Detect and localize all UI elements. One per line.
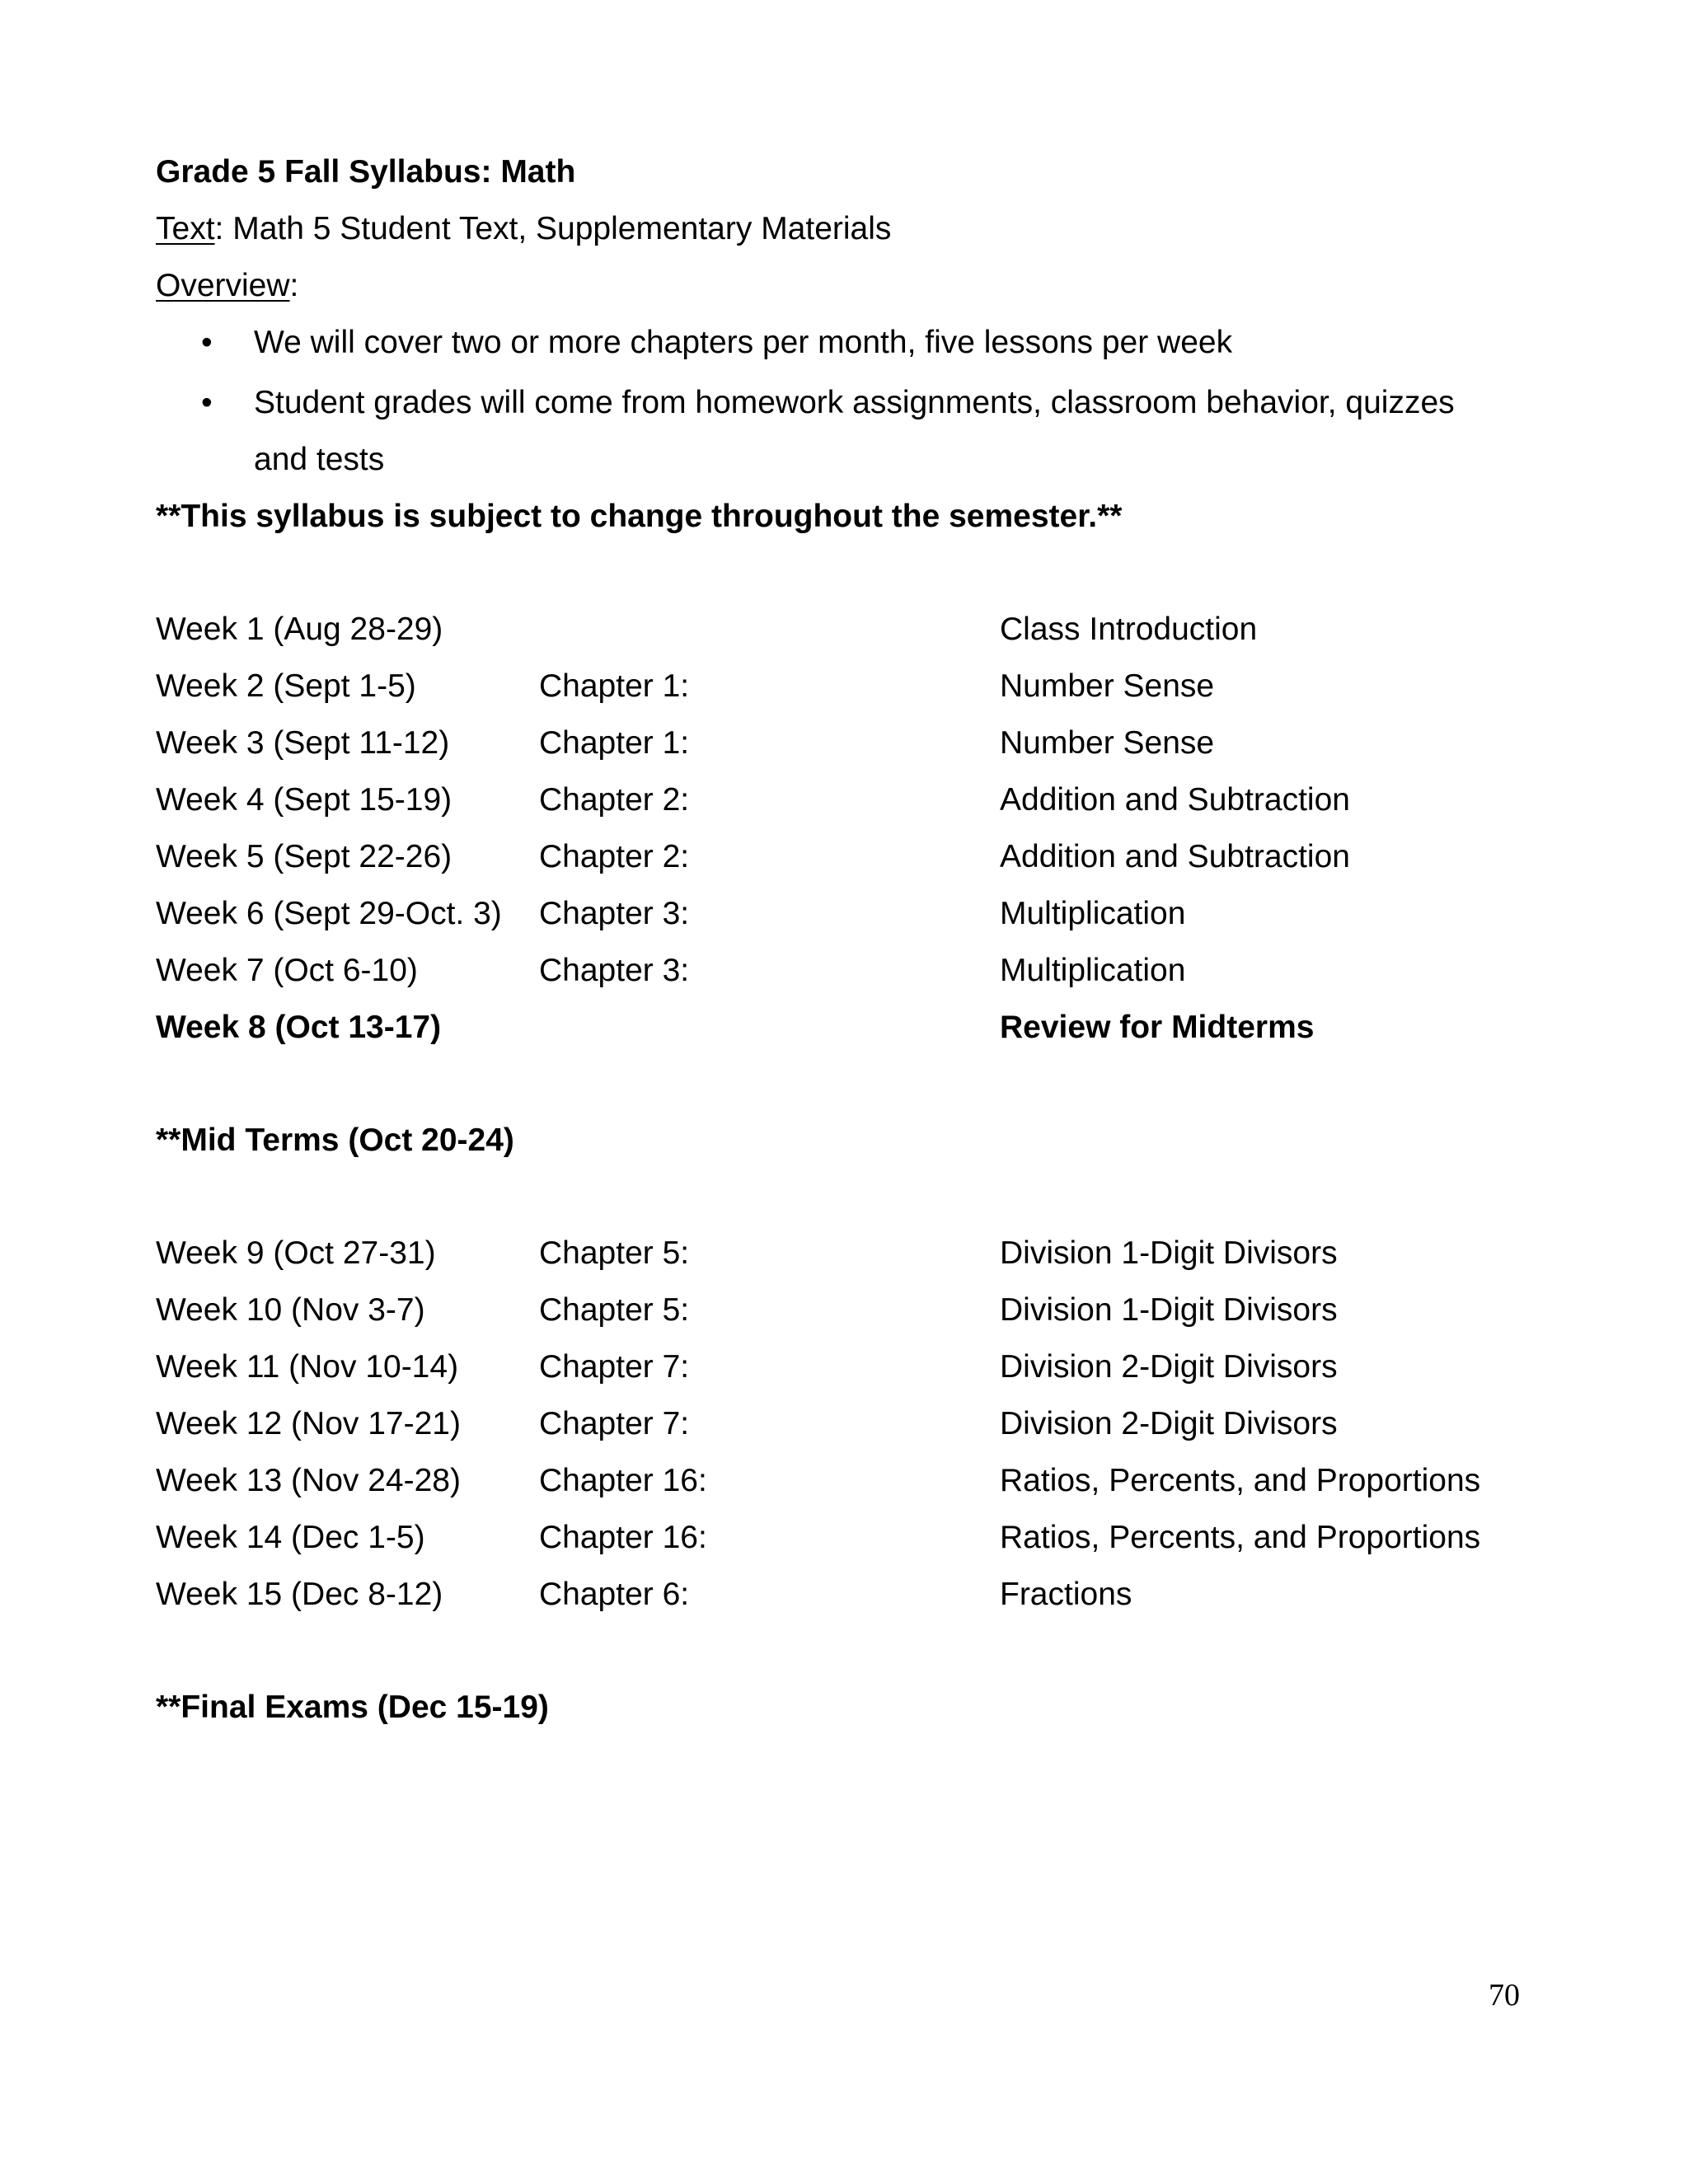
topic-cell: Fractions bbox=[1000, 1577, 1132, 1612]
chapter-cell: Chapter 16: bbox=[539, 1463, 707, 1498]
chapter-cell: Chapter 1: bbox=[539, 725, 690, 761]
week-cell: Week 6 (Sept 29-Oct. 3) bbox=[156, 896, 502, 931]
week-cell: Week 7 (Oct 6-10) bbox=[156, 953, 418, 988]
schedule-row bbox=[0, 1405, 1688, 1443]
schedule-row-review bbox=[0, 1009, 1688, 1047]
bullet-icon: • bbox=[201, 385, 213, 420]
topic-cell: Division 2-Digit Divisors bbox=[1000, 1349, 1338, 1385]
schedule-row bbox=[0, 1462, 1688, 1500]
week-cell: Week 1 (Aug 28-29) bbox=[156, 612, 443, 647]
schedule-row bbox=[0, 781, 1688, 819]
topic-cell: Addition and Subtraction bbox=[1000, 782, 1350, 818]
overview-colon: : bbox=[289, 268, 299, 303]
overview-item-continued: and tests bbox=[254, 442, 385, 477]
overview-item: We will cover two or more chapters per month, five lessons per week bbox=[254, 325, 1233, 360]
topic-cell: Class Introduction bbox=[1000, 612, 1258, 647]
chapter-cell: Chapter 3: bbox=[539, 953, 690, 988]
week-cell: Week 11 (Nov 10-14) bbox=[156, 1349, 459, 1385]
chapter-cell: Chapter 1: bbox=[539, 668, 690, 704]
chapter-cell: Chapter 7: bbox=[539, 1349, 690, 1385]
midterms-heading: **Mid Terms (Oct 20-24) bbox=[156, 1122, 514, 1158]
page-title: Grade 5 Fall Syllabus: Math bbox=[156, 154, 576, 190]
topic-cell: Division 2-Digit Divisors bbox=[1000, 1406, 1338, 1441]
chapter-cell: Chapter 5: bbox=[539, 1292, 690, 1328]
week-cell: Week 4 (Sept 15-19) bbox=[156, 782, 452, 818]
topic-cell: Division 1-Digit Divisors bbox=[1000, 1292, 1338, 1328]
overview-label: Overview bbox=[156, 268, 290, 303]
overview-heading bbox=[156, 267, 298, 305]
chapter-cell: Chapter 5: bbox=[539, 1235, 690, 1271]
topic-cell: Addition and Subtraction bbox=[1000, 839, 1350, 874]
week-cell: Week 10 (Nov 3-7) bbox=[156, 1292, 425, 1328]
schedule-row bbox=[0, 1348, 1688, 1386]
week-cell: Week 5 (Sept 22-26) bbox=[156, 839, 452, 874]
week-cell: Week 3 (Sept 11-12) bbox=[156, 725, 450, 761]
chapter-cell: Chapter 2: bbox=[539, 839, 690, 874]
schedule-row bbox=[0, 1519, 1688, 1557]
topic-cell: Number Sense bbox=[1000, 725, 1215, 761]
chapter-cell: Chapter 2: bbox=[539, 782, 690, 818]
schedule-row bbox=[0, 611, 1688, 649]
overview-item: Student grades will come from homework assignments, classroom behavior, quizzes bbox=[254, 385, 1455, 420]
week-cell: Week 15 (Dec 8-12) bbox=[156, 1577, 443, 1612]
schedule-row bbox=[0, 838, 1688, 876]
chapter-cell: Chapter 3: bbox=[539, 896, 690, 931]
schedule-row bbox=[0, 668, 1688, 705]
schedule-row bbox=[0, 952, 1688, 990]
week-cell: Week 13 (Nov 24-28) bbox=[156, 1463, 461, 1498]
page-number: 70 bbox=[1489, 1978, 1520, 2013]
schedule-row bbox=[0, 1291, 1688, 1329]
topic-cell: Ratios, Percents, and Proportions bbox=[1000, 1520, 1481, 1555]
week-cell: Week 9 (Oct 27-31) bbox=[156, 1235, 436, 1271]
text-value: : Math 5 Student Text, Supplementary Materials bbox=[214, 211, 892, 246]
text-line bbox=[156, 210, 891, 248]
text-label: Text bbox=[156, 211, 215, 246]
bullet-icon: • bbox=[201, 325, 213, 360]
chapter-cell: Chapter 16: bbox=[539, 1520, 707, 1555]
finals-heading: **Final Exams (Dec 15-19) bbox=[156, 1690, 549, 1725]
schedule-row bbox=[0, 724, 1688, 762]
topic-cell: Multiplication bbox=[1000, 953, 1186, 988]
topic-cell: Number Sense bbox=[1000, 668, 1215, 704]
week-cell: Week 12 (Nov 17-21) bbox=[156, 1406, 461, 1441]
schedule-row bbox=[0, 1235, 1688, 1272]
week-cell: Week 14 (Dec 1-5) bbox=[156, 1520, 425, 1555]
topic-cell: Review for Midterms bbox=[1000, 1010, 1315, 1045]
topic-cell: Ratios, Percents, and Proportions bbox=[1000, 1463, 1481, 1498]
schedule-row bbox=[0, 895, 1688, 933]
chapter-cell: Chapter 7: bbox=[539, 1406, 690, 1441]
week-cell: Week 8 (Oct 13-17) bbox=[156, 1010, 442, 1045]
topic-cell: Division 1-Digit Divisors bbox=[1000, 1235, 1338, 1271]
chapter-cell: Chapter 6: bbox=[539, 1577, 690, 1612]
topic-cell: Multiplication bbox=[1000, 896, 1186, 931]
change-notice: **This syllabus is subject to change throughout the semester.** bbox=[156, 499, 1123, 534]
week-cell: Week 2 (Sept 1-5) bbox=[156, 668, 416, 704]
schedule-row bbox=[0, 1576, 1688, 1614]
